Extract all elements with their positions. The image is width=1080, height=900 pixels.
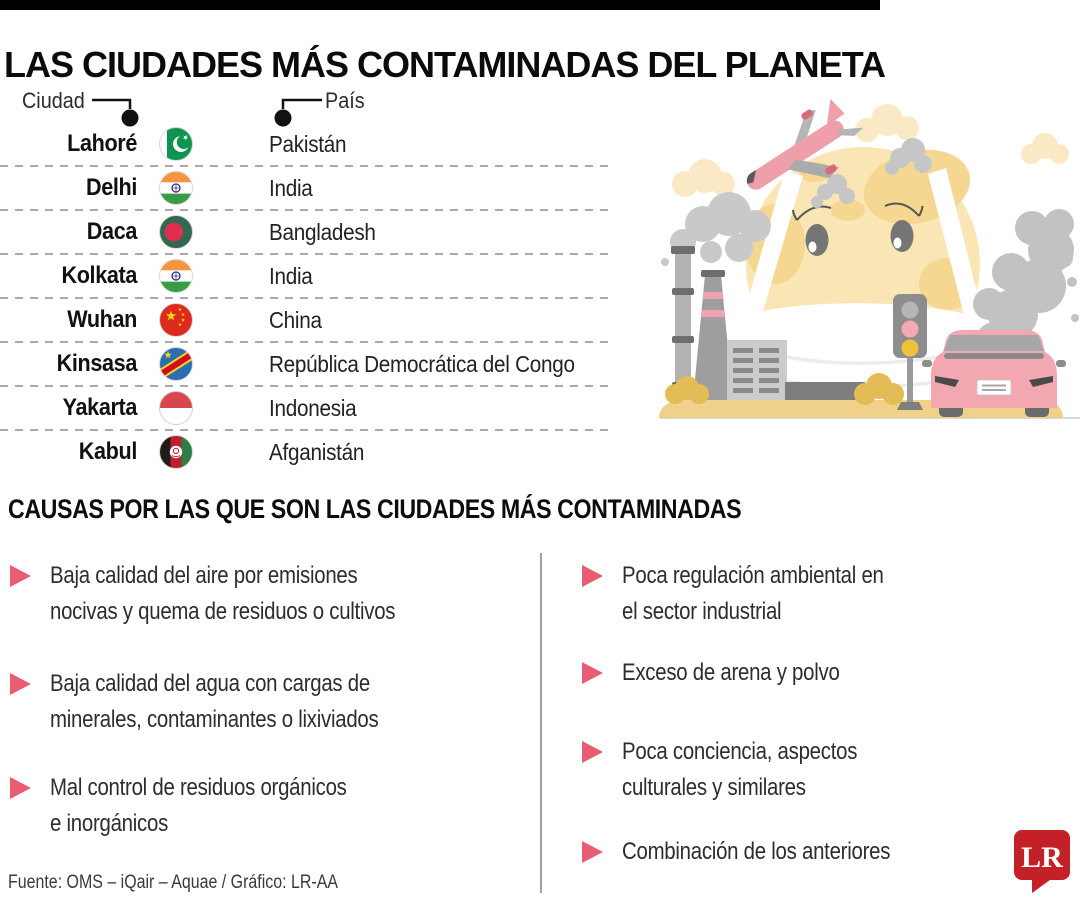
column-divider	[540, 553, 542, 893]
city-name: Delhi	[85, 174, 137, 201]
table-row	[0, 430, 612, 474]
city-column-label: Ciudad	[22, 88, 85, 113]
country-name: India	[269, 262, 313, 289]
triangle-bullet-icon	[582, 565, 603, 587]
country-column-label: País	[325, 88, 365, 113]
city-name: Daca	[86, 218, 137, 245]
flag-cell	[159, 391, 193, 425]
cause-item	[10, 770, 399, 842]
cause-line: el sector industrial	[622, 598, 782, 625]
country-name: China	[269, 306, 322, 333]
cause-line: Baja calidad del agua con cargas de	[50, 670, 370, 697]
triangle-bullet-icon	[582, 741, 603, 763]
top-black-bar	[0, 0, 880, 10]
city-name: Kinsasa	[56, 350, 137, 377]
triangle-bullet-icon	[10, 565, 31, 587]
triangle-bullet-icon	[10, 673, 31, 695]
triangle-bullet-icon	[10, 777, 31, 799]
source-credit: Fuente: OMS – iQair – Aquae / Gráfico: LR-AA	[8, 872, 338, 893]
table-row	[0, 386, 612, 430]
dr-congo-flag-icon	[159, 347, 193, 381]
cause-line: minerales, contaminantes o lixiviados	[50, 706, 379, 733]
causes-heading: CAUSAS POR LAS QUE SON LAS CIUDADES MÁS CONTAMINADAS	[8, 494, 742, 524]
country-name: Afganistán	[269, 438, 365, 465]
cause-line: Exceso de arena y polvo	[622, 659, 840, 686]
cause-item	[10, 666, 436, 738]
table-row	[0, 122, 612, 166]
flag-cell	[159, 127, 193, 161]
flag-cell	[159, 347, 193, 381]
cause-line: Poca conciencia, aspectos	[622, 738, 858, 765]
china-flag-icon	[159, 303, 193, 337]
cause-line: Baja calidad del aire por emisiones	[50, 562, 358, 589]
page-title: LAS CIUDADES MÁS CONTAMINADAS DEL PLANETA	[4, 44, 886, 86]
indonesia-flag-icon	[159, 391, 193, 425]
ranking-table	[0, 122, 612, 474]
country-name: Indonesia	[269, 394, 357, 421]
city-name: Kolkata	[61, 262, 138, 289]
cause-item	[582, 655, 878, 691]
afghanistan-flag-icon	[159, 435, 193, 469]
table-row	[0, 298, 612, 342]
cause-item	[582, 834, 937, 870]
cause-text	[622, 734, 857, 806]
flag-cell	[159, 303, 193, 337]
flag-cell	[159, 171, 193, 205]
table-row	[0, 254, 612, 298]
table-row	[0, 210, 612, 254]
cause-text	[622, 834, 890, 870]
cause-line: Mal control de residuos orgánicos	[50, 774, 347, 801]
country-name: India	[269, 174, 313, 201]
cause-line: Poca regulación ambiental en	[622, 562, 884, 589]
country-name: Bangladesh	[269, 218, 376, 245]
triangle-bullet-icon	[582, 841, 603, 863]
cause-line: e inorgánicos	[50, 810, 169, 837]
flag-cell	[159, 435, 193, 469]
cause-item	[582, 558, 930, 630]
cause-line: culturales y similares	[622, 774, 806, 801]
cause-text	[50, 770, 347, 842]
city-name: Lahoré	[67, 130, 137, 157]
table-row	[0, 166, 612, 210]
city-name: Yakarta	[62, 394, 137, 421]
lr-logo	[1014, 830, 1070, 894]
cause-item	[582, 734, 899, 806]
pollution-illustration	[645, 92, 1080, 427]
cause-text	[622, 558, 884, 630]
city-name: Wuhan	[67, 306, 137, 333]
cause-text	[50, 558, 395, 630]
triangle-bullet-icon	[582, 662, 603, 684]
cause-line: Combinación de los anteriores	[622, 838, 891, 865]
country-name: Pakistán	[269, 130, 347, 157]
flag-cell	[159, 215, 193, 249]
pakistan-flag-icon	[159, 127, 193, 161]
table-row	[0, 342, 612, 386]
city-name: Kabul	[78, 438, 137, 465]
cause-text	[50, 666, 378, 738]
country-name: República Democrática del Congo	[269, 350, 575, 377]
flag-cell	[159, 259, 193, 293]
bangladesh-flag-icon	[159, 215, 193, 249]
cause-line: nocivas y quema de residuos o cultivos	[50, 598, 396, 625]
lr-logo-text: LR	[1021, 841, 1063, 874]
cause-text	[622, 655, 840, 691]
india-flag-icon	[159, 259, 193, 293]
cause-item	[10, 558, 456, 630]
india-flag-icon	[159, 171, 193, 205]
